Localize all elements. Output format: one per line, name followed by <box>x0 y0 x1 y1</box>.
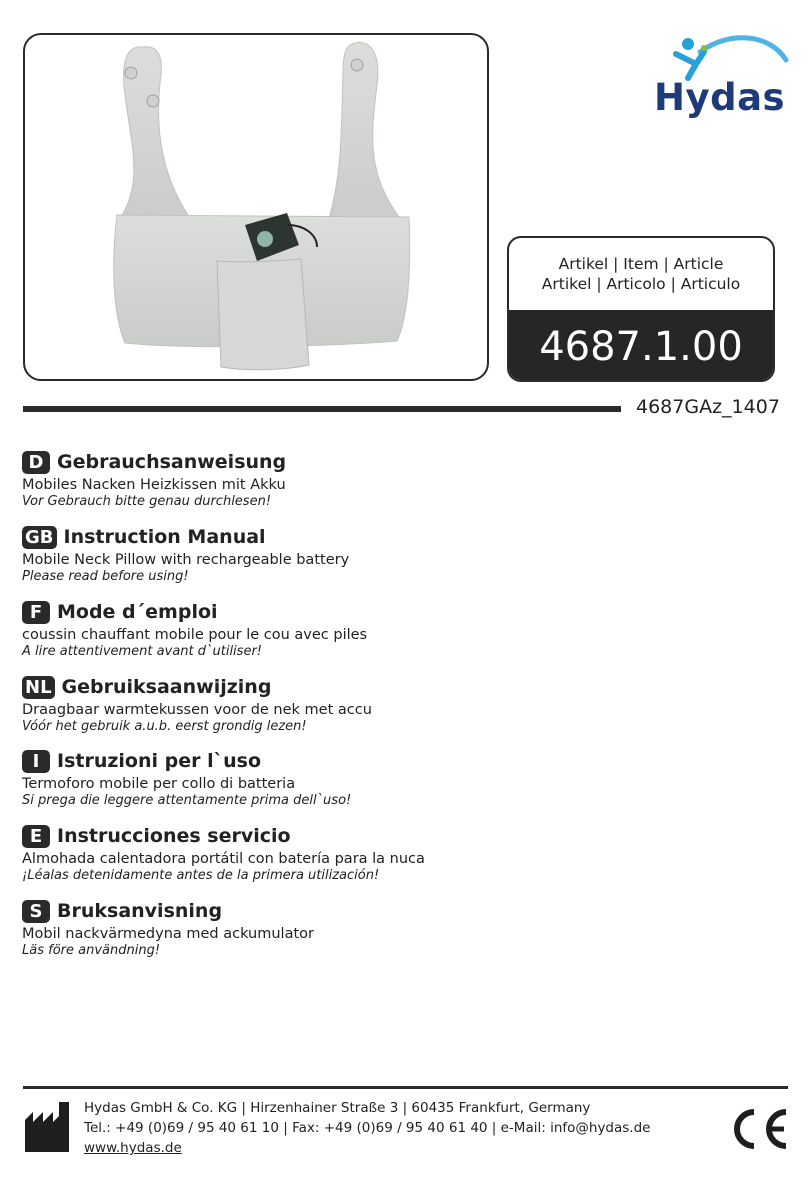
article-number: 4687.1.00 <box>509 310 773 382</box>
language-badge: GB <box>22 526 57 549</box>
section-subtitle: coussin chauffant mobile pour le cou avec piles <box>22 627 368 643</box>
language-section-d <box>22 449 286 509</box>
section-note: ¡Léalas detenidamente antes de la primera utilización! <box>22 868 380 883</box>
footer-line2: Tel.: +49 (0)69 / 95 40 61 10 | Fax: +49 (0)69 / 95 40 61 40 | e-Mail: info@hydas.de <box>84 1120 651 1136</box>
footer-address <box>84 1098 650 1158</box>
language-section-i <box>22 748 351 808</box>
section-title: Bruksanvisning <box>57 900 223 922</box>
section-note: Please read before using! <box>22 569 189 584</box>
divider-rule <box>23 406 621 412</box>
article-label-line2: Artikel | Articolo | Articulo <box>541 275 741 293</box>
language-section-e <box>22 823 425 883</box>
section-subtitle: Termoforo mobile per collo di batteria <box>22 776 296 792</box>
factory-icon <box>23 1100 73 1152</box>
section-subtitle: Mobiles Nacken Heizkissen mit Akku <box>22 477 286 493</box>
language-badge: S <box>22 900 50 923</box>
document-code: 4687GAz_1407 <box>636 396 780 418</box>
language-badge: E <box>22 825 50 848</box>
language-section-nl <box>22 674 372 734</box>
language-badge: F <box>22 601 50 624</box>
language-badge: NL <box>22 676 55 699</box>
article-label-line1: Artikel | Item | Article <box>558 255 724 273</box>
section-note: Läs före användning! <box>22 943 161 958</box>
language-section-gb <box>22 524 349 584</box>
website-link[interactable]: www.hydas.de <box>84 1140 182 1156</box>
section-title: Instrucciones servicio <box>57 825 291 847</box>
language-section-s <box>22 898 314 958</box>
section-title: Istruzioni per l`uso <box>57 750 262 772</box>
article-box <box>507 236 775 382</box>
section-note: A lire attentivement avant d`utiliser! <box>22 644 262 659</box>
section-title: Instruction Manual <box>63 526 266 548</box>
section-title: Gebrauchsanweisung <box>57 451 287 473</box>
brand-name: Hydas <box>654 76 786 119</box>
section-note: Si prega die leggere attentamente prima dell`uso! <box>22 793 352 808</box>
section-subtitle: Mobile Neck Pillow with rechargeable battery <box>22 552 350 568</box>
product-photo <box>23 33 489 381</box>
language-badge: D <box>22 451 50 474</box>
footer-rule <box>23 1086 788 1089</box>
section-note: Vor Gebrauch bitte genau durchlesen! <box>22 494 272 509</box>
section-subtitle: Mobil nackvärmedyna med ackumulator <box>22 926 314 942</box>
language-badge: I <box>22 750 50 773</box>
section-subtitle: Draagbaar warmtekussen voor de nek met accu <box>22 702 372 718</box>
neck-pillow-photo <box>25 35 487 379</box>
language-section-f <box>22 599 367 659</box>
section-title: Mode d´emploi <box>57 601 218 623</box>
article-labels <box>509 254 773 294</box>
section-title: Gebruiksaanwijzing <box>61 676 272 698</box>
section-note: Vóór het gebruik a.u.b. eerst grondig lezen! <box>22 719 307 734</box>
footer-line1: Hydas GmbH & Co. KG | Hirzenhainer Straße 3 | 60435 Frankfurt, Germany <box>84 1100 591 1116</box>
section-subtitle: Almohada calentadora portátil con batería para la nuca <box>22 851 425 867</box>
ce-mark-icon <box>728 1106 790 1152</box>
